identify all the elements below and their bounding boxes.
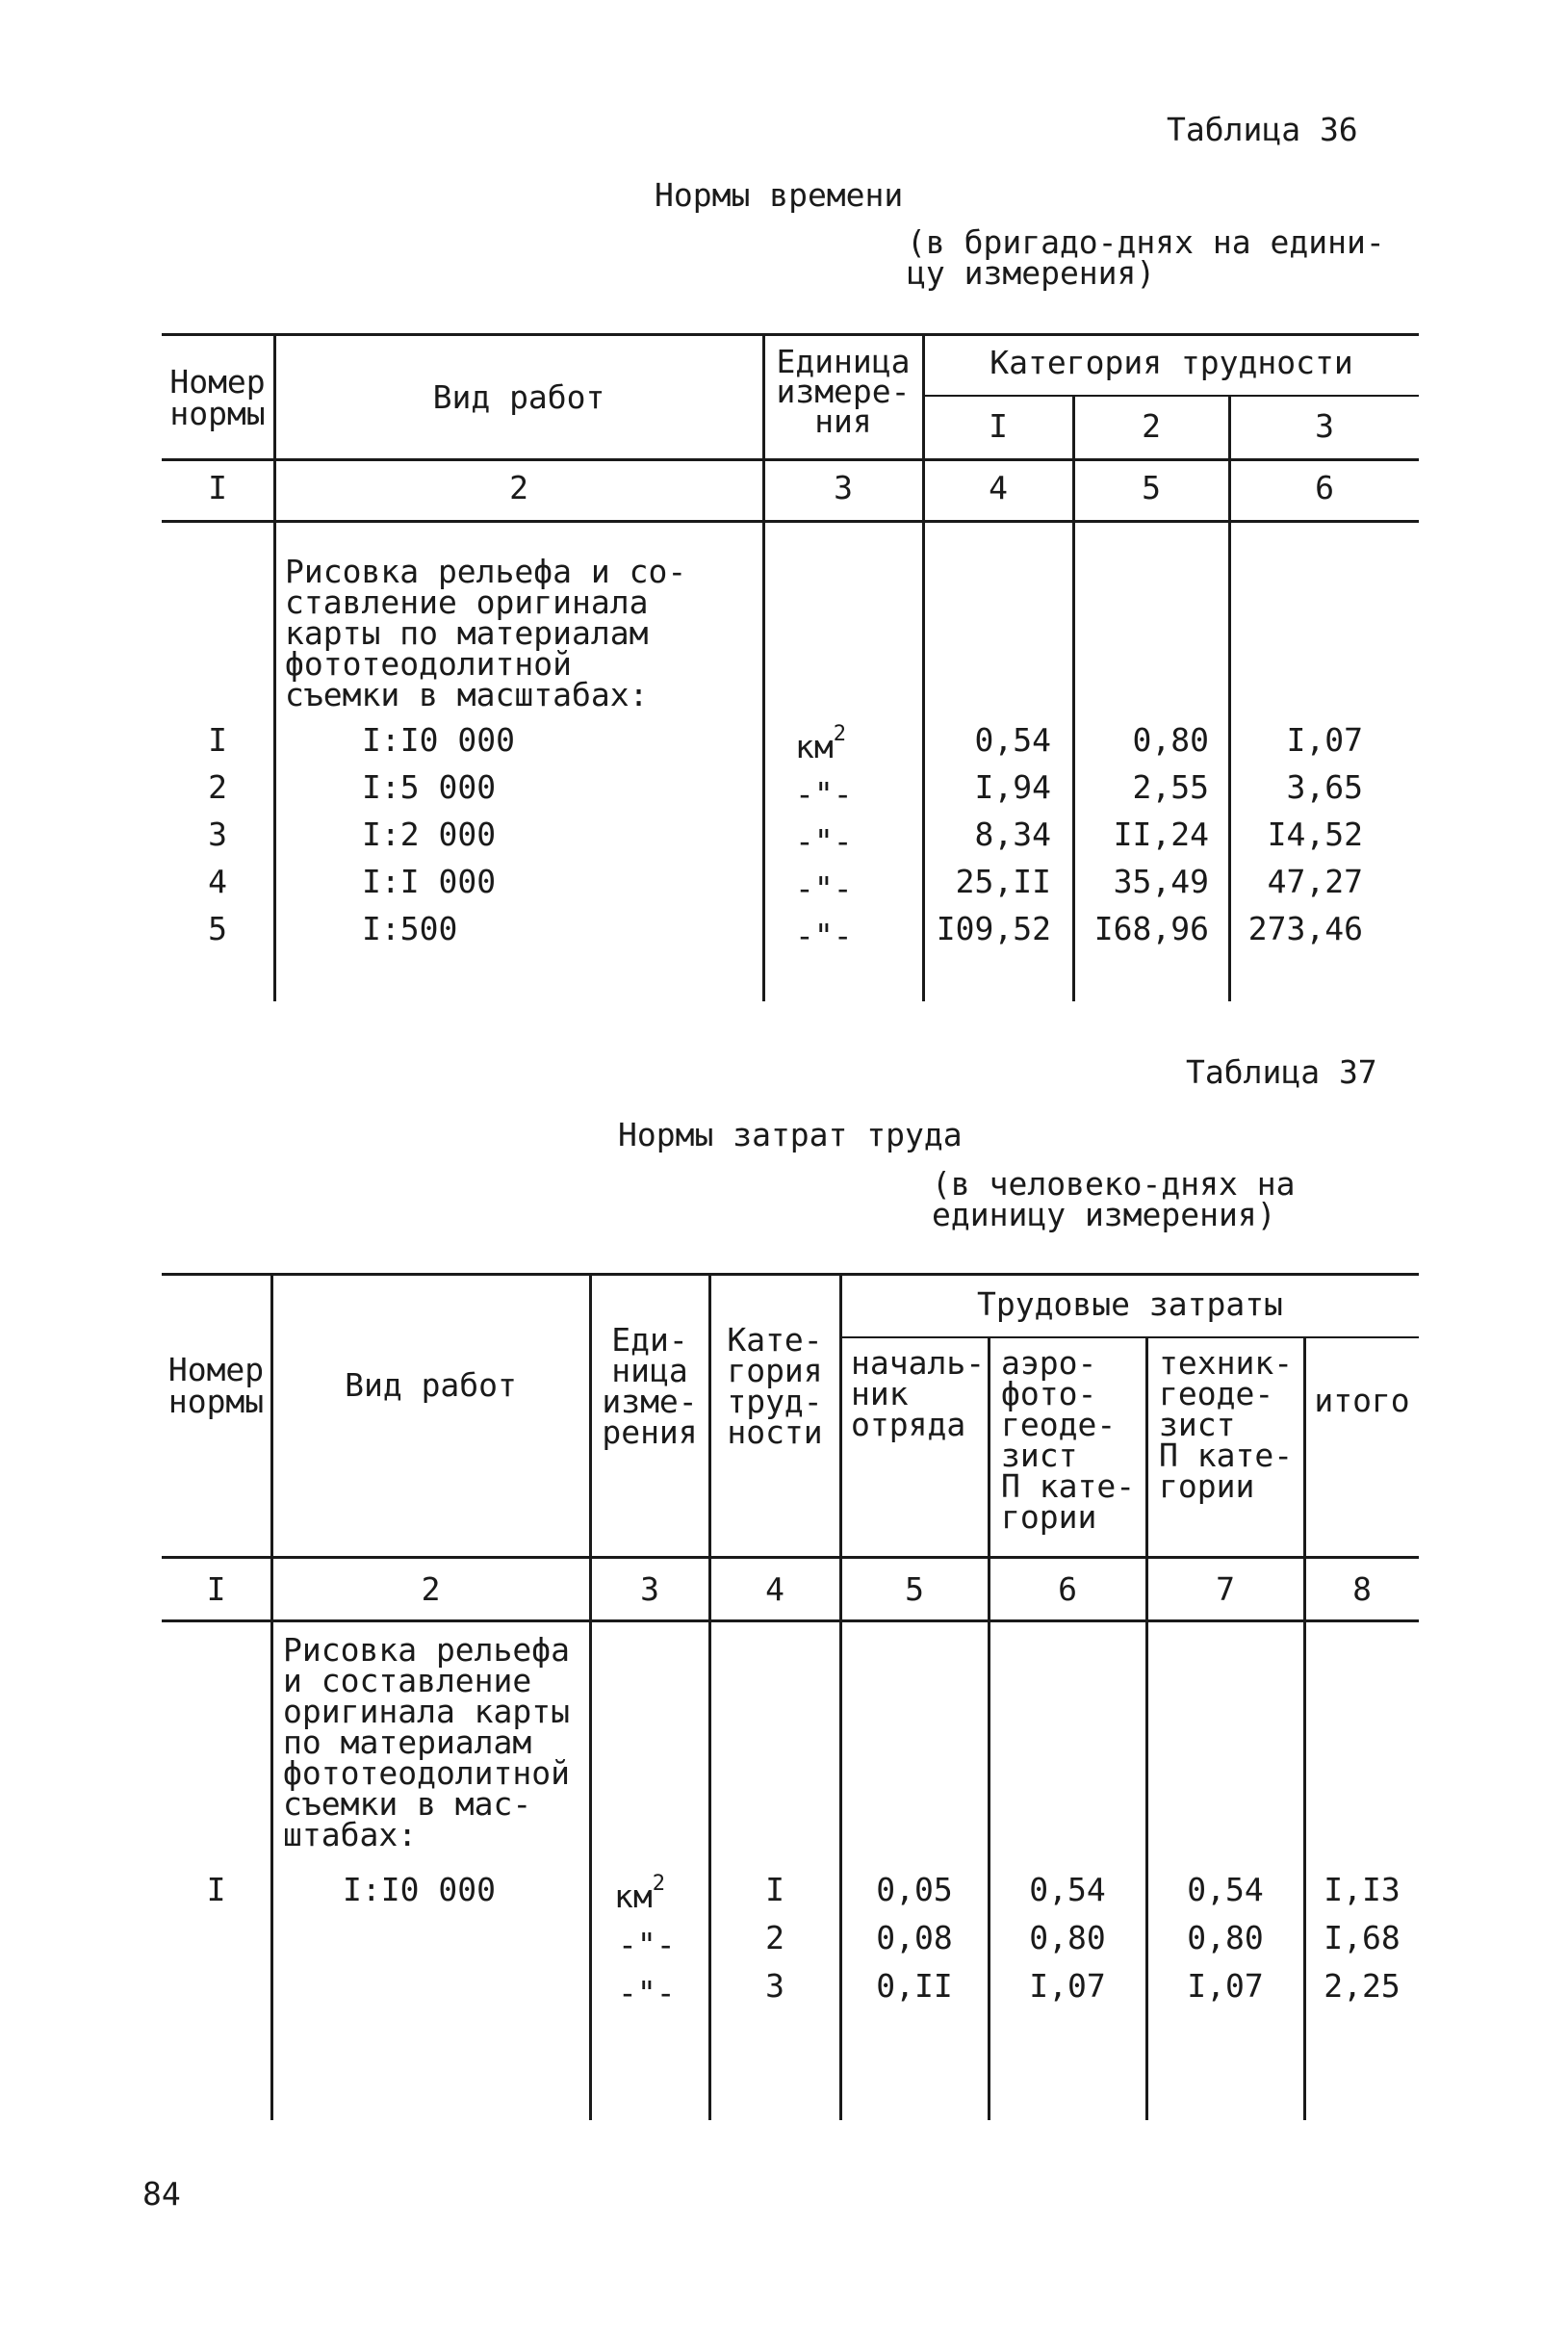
table-37-top-rule (162, 1273, 1419, 1276)
table-37-work-description: Рисовка рельефа и составление оригинала карты по материалам фототеодолитной съемки в мас- штабах: (283, 1631, 571, 1853)
table-37-header-number: Номер нормы (167, 1351, 265, 1420)
row-technician-geodesist-value: 0,80 (1187, 1919, 1264, 1956)
row-cat-2-value: II,24 (1113, 816, 1209, 853)
row-unit: -"- (795, 869, 853, 907)
table-37-colnum-8: 8 (1352, 1570, 1372, 1608)
row-unit: -"- (618, 1974, 676, 2011)
table-37-vline-6 (1145, 1336, 1148, 2120)
row-number: 4 (208, 863, 227, 900)
row-cat-3-value: 273,46 (1247, 910, 1363, 947)
table-36-colnum-1: I (208, 469, 227, 506)
table-36-header-cat-3: 3 (1315, 407, 1334, 445)
row-aerophoto-geodesist-value: I,07 (1029, 1967, 1106, 2005)
table-37-header-rule (162, 1556, 1419, 1559)
table-37-colnum-4: 4 (765, 1570, 784, 1608)
row-scale: I:I0 000 (362, 721, 515, 759)
row-unit: -"- (795, 775, 853, 813)
table-37-header-squad-chief: началь- ник отряда (851, 1344, 986, 1443)
row-cat-3-value: 3,65 (1286, 768, 1363, 806)
table-36-top-rule (162, 333, 1419, 336)
table-37-colnum-6: 6 (1058, 1570, 1077, 1608)
table-37-norm-number: I (206, 1871, 226, 1908)
row-scale: I:500 (362, 910, 458, 947)
row-cat-1-value: 25,II (955, 863, 1051, 900)
table-36-header-cat-1: I (989, 407, 1008, 445)
table-36-colnum-5: 5 (1142, 469, 1161, 506)
table-36-header-unit: Единица измере- ния (776, 343, 911, 440)
row-technician-geodesist-value: I,07 (1187, 1967, 1264, 2005)
row-squad-chief-value: 0,08 (876, 1919, 953, 1956)
table-37-title: Нормы затрат труда (618, 1116, 963, 1153)
row-category: 3 (765, 1967, 784, 2005)
row-cat-1-value: I,94 (974, 768, 1051, 806)
table-37-vline-7 (1303, 1336, 1306, 2120)
row-number: 2 (208, 768, 227, 806)
table-37-header-total: итого (1314, 1382, 1410, 1419)
table-36-colnum-2: 2 (509, 469, 528, 506)
table-37-label: Таблица 37 (1186, 1053, 1377, 1091)
table-37-colnum-2: 2 (421, 1570, 441, 1608)
table-36-header-cat-2: 2 (1142, 407, 1161, 445)
row-unit: -"- (618, 1926, 676, 1963)
row-squad-chief-value: 0,05 (876, 1871, 953, 1908)
row-number: I (208, 721, 227, 759)
row-squad-chief-value: 0,II (876, 1967, 953, 2005)
table-37-group-rule (841, 1336, 1419, 1338)
table-36-unit-note: (в бригадо-днях на едини- цу измерения) (907, 223, 1385, 292)
table-36-vline-1 (273, 333, 276, 1001)
table-36-header-number: Номер нормы (169, 363, 266, 432)
table-37-header-aerophoto-geodesist: аэро- фото- геоде- зист П кате- гории (1001, 1344, 1136, 1536)
row-cat-1-value: I09,52 (936, 910, 1051, 947)
table-36-colnum-6: 6 (1315, 469, 1334, 506)
table-37-colnum-5: 5 (905, 1570, 924, 1608)
row-scale: I:I 000 (362, 863, 497, 900)
table-37-header-labor-group: Трудовые затраты (977, 1285, 1283, 1323)
row-unit: $км^2$ (795, 722, 846, 765)
table-36-header-work-type: Вид работ (432, 378, 605, 416)
row-scale: I:2 000 (362, 816, 497, 853)
row-number: 3 (208, 816, 227, 853)
table-36-colnum-3: 3 (834, 469, 853, 506)
row-aerophoto-geodesist-value: 0,54 (1029, 1871, 1106, 1908)
row-unit: -"- (795, 917, 853, 954)
row-unit: $км^2$ (614, 1872, 665, 1915)
table-36-work-description: Рисовка рельефа и со- ставление оригинала карты по материалам фототеодолитной съемки в масштабах: (285, 553, 687, 713)
row-cat-1-value: 0,54 (974, 721, 1051, 759)
row-total-value: 2,25 (1324, 1967, 1401, 2005)
table-37-colnum-7: 7 (1216, 1570, 1235, 1608)
table-37-unit-note: (в человеко-днях на единицу измерения) (932, 1165, 1296, 1233)
row-total-value: I,68 (1324, 1919, 1401, 1956)
table-37-header-unit: Еди- ница изме- рения (602, 1321, 698, 1451)
table-37-numbers-rule (162, 1619, 1419, 1622)
row-total-value: I,I3 (1324, 1871, 1401, 1908)
table-36-header-category-group: Категория трудности (990, 344, 1353, 381)
table-37-header-category: Кате- гория труд- ности (727, 1321, 823, 1451)
row-category: 2 (765, 1919, 784, 1956)
row-aerophoto-geodesist-value: 0,80 (1029, 1919, 1106, 1956)
table-37-scale: I:I0 000 (343, 1871, 496, 1908)
row-cat-3-value: I,07 (1286, 721, 1363, 759)
table-36-colnum-4: 4 (989, 469, 1008, 506)
row-number: 5 (208, 910, 227, 947)
row-cat-2-value: 0,80 (1132, 721, 1209, 759)
row-unit: -"- (795, 822, 853, 860)
row-cat-2-value: 35,49 (1113, 863, 1209, 900)
table-37-vline-5 (988, 1336, 990, 2120)
table-37-colnum-3: 3 (640, 1570, 659, 1608)
table-36-label: Таблица 36 (1167, 111, 1358, 148)
row-cat-2-value: I68,96 (1093, 910, 1209, 947)
row-cat-1-value: 8,34 (974, 816, 1051, 853)
table-37-header-technician-geodesist: техник- геоде- зист П кате- гории (1159, 1344, 1294, 1505)
row-cat-3-value: I4,52 (1267, 816, 1363, 853)
row-scale: I:5 000 (362, 768, 497, 806)
row-cat-2-value: 2,55 (1132, 768, 1209, 806)
row-category: I (765, 1871, 784, 1908)
page-number: 84 (142, 2175, 181, 2213)
table-36-category-rule (924, 395, 1419, 397)
table-37-header-work-type: Вид работ (345, 1366, 517, 1404)
table-37-colnum-1: I (206, 1570, 226, 1608)
row-cat-3-value: 47,27 (1267, 863, 1363, 900)
row-technician-geodesist-value: 0,54 (1187, 1871, 1264, 1908)
table-36-title: Нормы времени (655, 176, 904, 214)
